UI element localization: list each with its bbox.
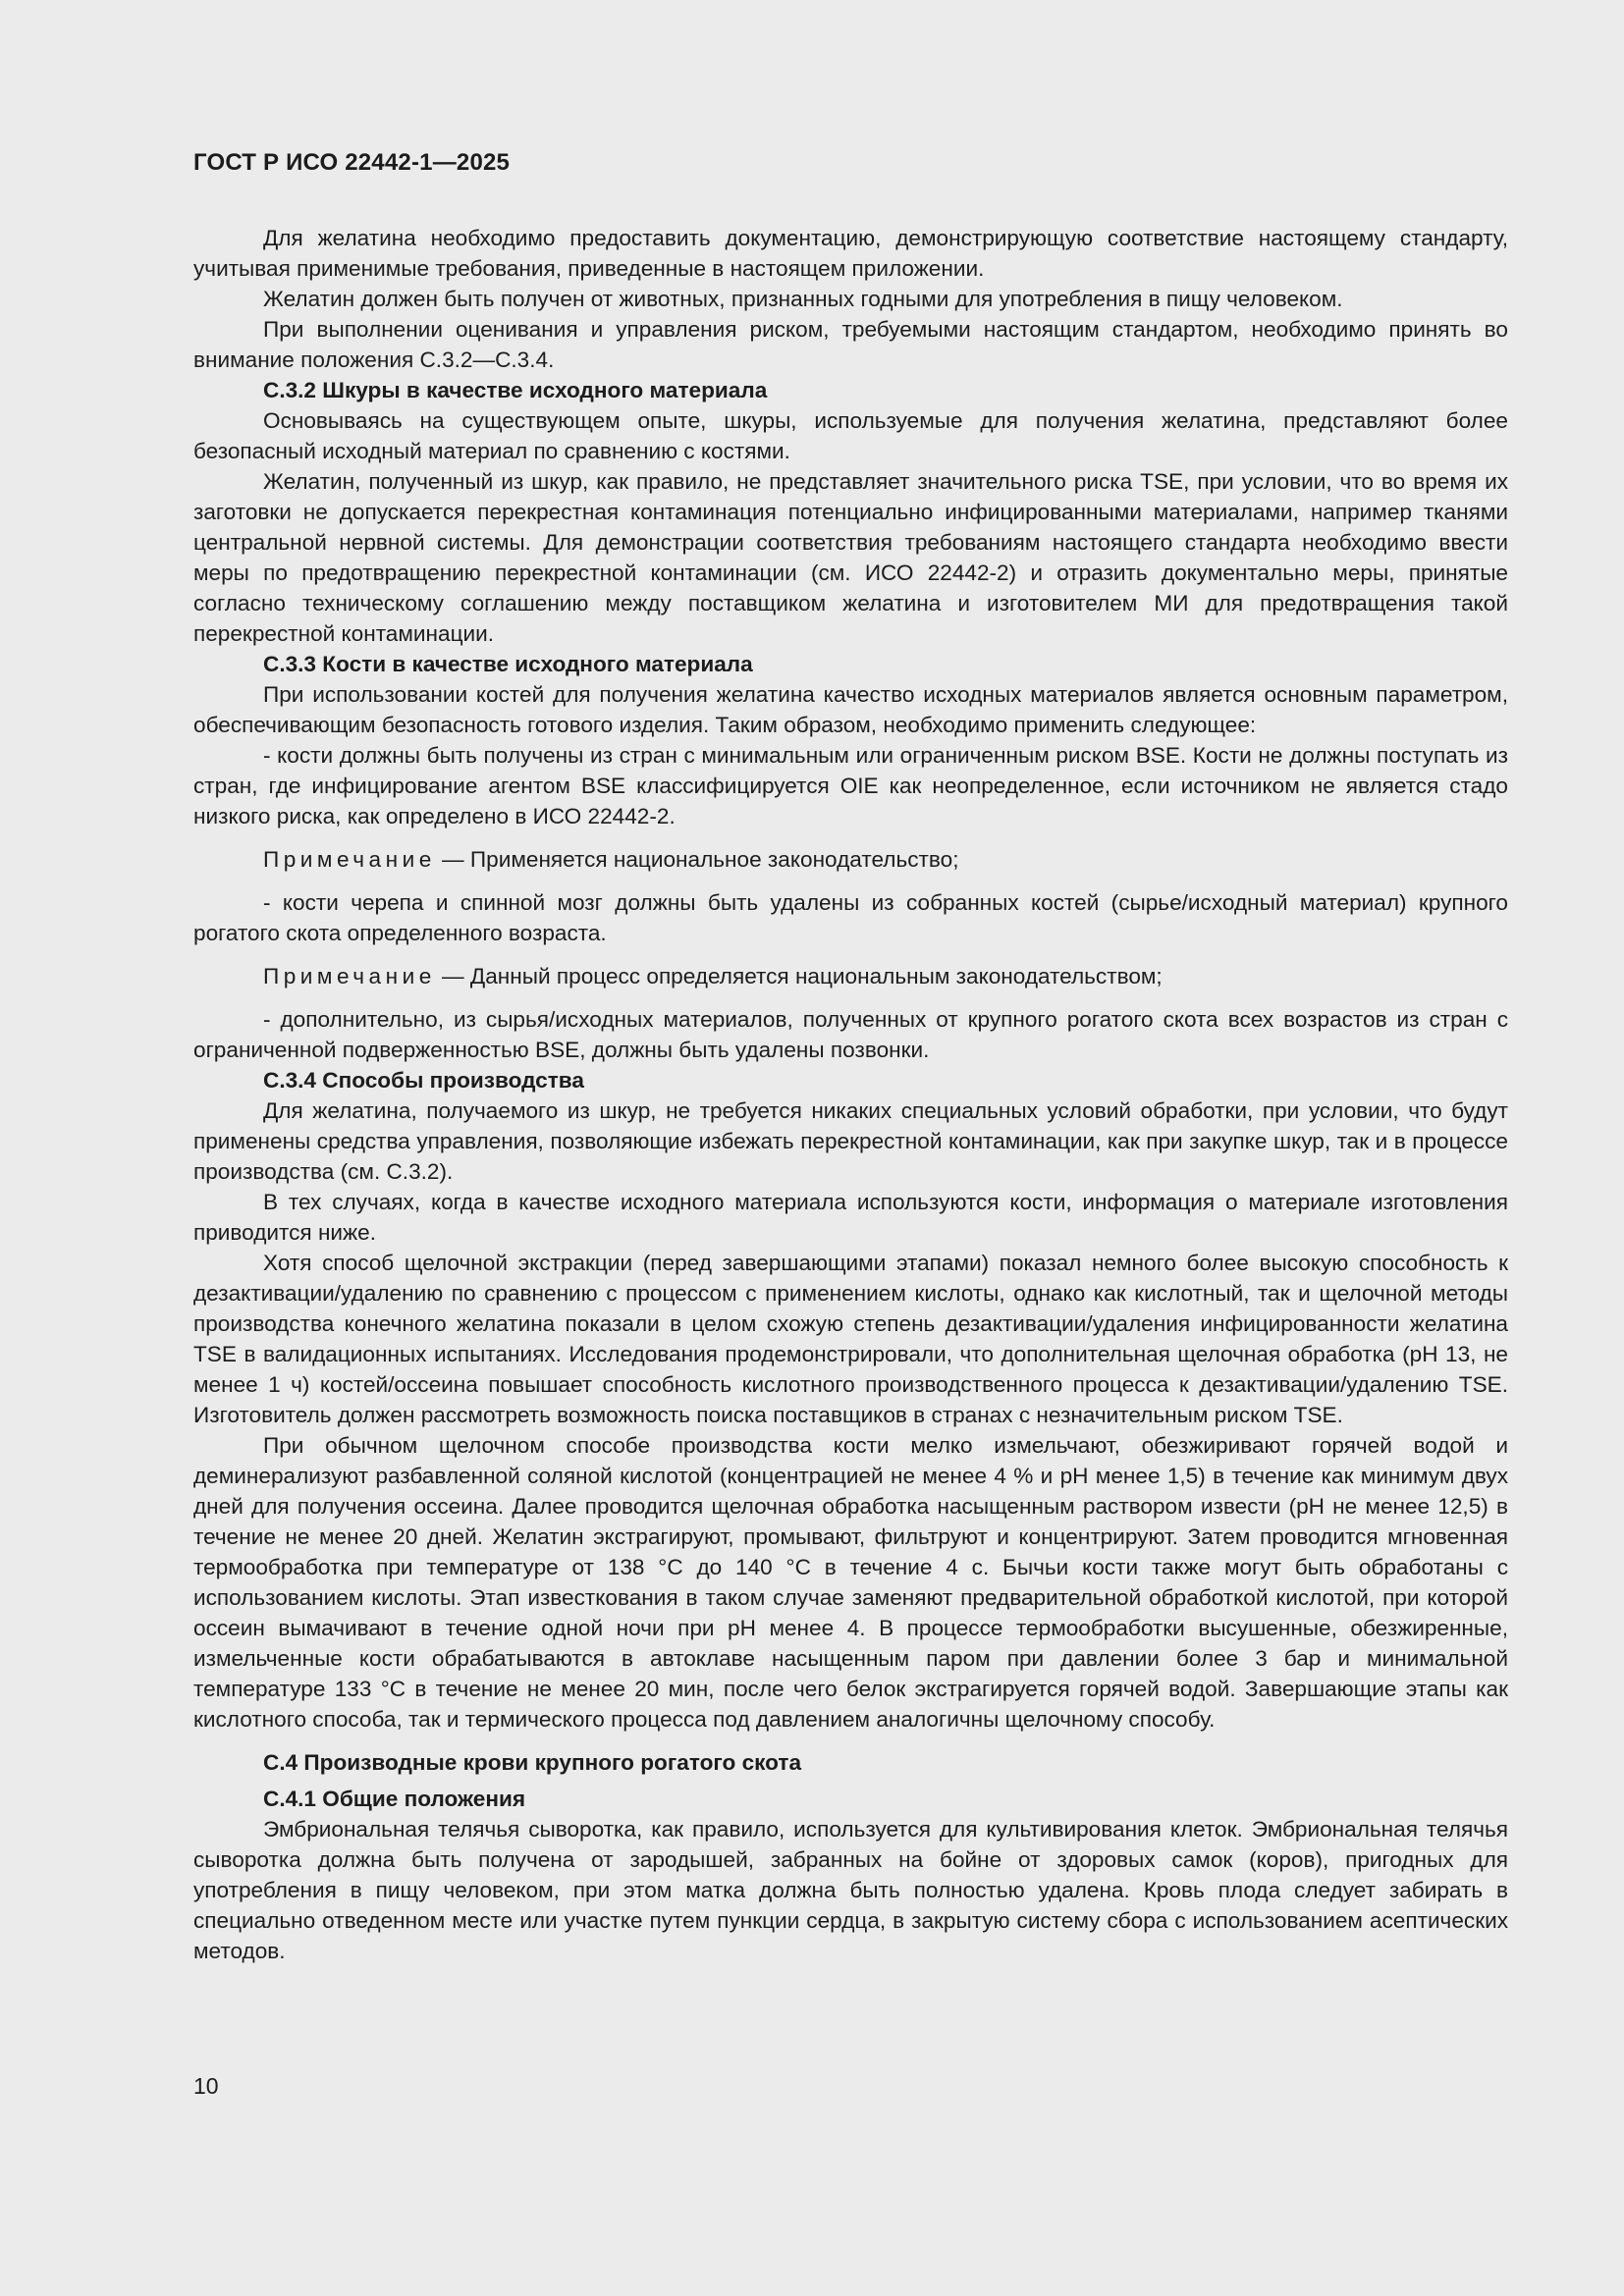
document-body — [193, 223, 1508, 1966]
paragraph: В тех случаях, когда в качестве исходного материала используются кости, информация о материале изготовления приводится ниже. — [193, 1190, 1508, 1245]
section-heading-c32: С.3.2 Шкуры в качестве исходного материала — [263, 378, 768, 402]
paragraph: Желатин должен быть получен от животных, признанных годными для употребления в пищу человеком. — [263, 287, 1343, 311]
paragraph: Желатин, полученный из шкур, как правило, не представляет значительного риска TSE, при условии, что во время их заготовки не допускается перекрестная контаминация потенциально инфицированными материалами, например тканями центральной нервной системы. Для демонстрации соответствия требованиям настоящего стандарта необходимо ввести меры по предотвращению перекрестной контаминации (см. ИСО 22442-2) и отразить документально меры, принятые согласно техническому соглашению между поставщиком желатина и изготовителем МИ для предотвращения такой перекрестной контаминации. — [193, 469, 1508, 646]
note-text: — Данный процесс определяется национальным законодательством; — [435, 964, 1163, 988]
paragraph: Хотя способ щелочной экстракции (перед завершающими этапами) показал немного более высокую способность к дезактивации/удалению по сравнению с процессом с применением кислоты, однако как кислотный, так и щелочной методы производства конечного желатина показали в целом схожую степень дезактивации/удаления инфицированности желатина TSE в валидационных испытаниях. Исследования продемонстрировали, что дополнительная щелочная обработка (pH 13, не менее 1 ч) костей/оссеина повышает способность кислотного производственного процесса к дезактивации/удалению TSE. Изготовитель должен рассмотреть возможность поиска поставщиков в странах с незначительным риском TSE. — [193, 1251, 1508, 1427]
note-label: Примечание — [263, 964, 436, 988]
paragraph: Для желатина, получаемого из шкур, не требуется никаких специальных условий обработки, при условии, что будут применены средства управления, позволяющие избежать перекрестной контаминации, как при закупке шкур, так и в процессе производства (см. С.3.2). — [193, 1098, 1508, 1184]
list-item: - кости должны быть получены из стран с минимальным или ограниченным риском BSE. Кости не должны поступать из стран, где инфицирование агентом BSE классифицируется OIE как неопределенное, если источником не является стадо низкого риска, как определено в ИСО 22442-2. — [193, 743, 1508, 828]
paragraph: Эмбриональная телячья сыворотка, как правило, используется для культивирования клеток. Эмбриональная телячья сыворотка должна быть получена от зародышей, забранных на бойне от здоровых самок (коров), пригодных для употребления в пищу человеком, при этом матка должна быть полностью удалена. Кровь плода следует забирать в специально отведенном месте или участке путем пункции сердца, в закрытую систему сбора с использованием асептических методов. — [193, 1817, 1508, 1963]
section-heading-c33: С.3.3 Кости в качестве исходного материала — [263, 652, 753, 676]
note-label: Примечание — [263, 847, 436, 872]
paragraph: Для желатина необходимо предоставить документацию, демонстрирующую соответствие настоящему стандарту, учитывая применимые требования, приведенные в настоящем приложении. — [193, 226, 1508, 281]
note — [193, 961, 1508, 991]
section-heading-c4: С.4 Производные крови крупного рогатого скота — [263, 1750, 802, 1775]
paragraph: При обычном щелочном способе производства кости мелко измельчают, обезжиривают горячей водой и деминерализуют разбавленной соляной кислотой (концентрацией не менее 4 % и pH менее 1,5) в течение как минимум двух дней для получения оссеина. Далее проводится щелочная обработка насыщенным раствором извести (pH не менее 12,5) в течение не менее 20 дней. Желатин экстрагируют, промывают, фильтруют и концентрируют. Затем проводится мгновенная термообработка при температуре от 138 °С до 140 °С в течение 4 с. Бычьи кости также могут быть обработаны с использованием кислоты. Этап известкования в таком случае заменяют предварительной обработкой кислотой, при которой оссеин вымачивают в течение одной ночи при pH менее 4. В процессе термообработки высушенные, обезжиренные, измельченные кости обрабатываются в автоклаве насыщенным паром при давлении более 3 бар и минимальной температуре 133 °С в течение не менее 20 мин, после чего белок экстрагируется горячей водой. Завершающие этапы как кислотного способа, так и термического процесса под давлением аналогичны щелочному способу. — [193, 1433, 1508, 1732]
note-text: — Применяется национальное законодательство; — [435, 847, 959, 872]
paragraph: При использовании костей для получения желатина качество исходных материалов является основным параметром, обеспечивающим безопасность готового изделия. Таким образом, необходимо применить следующее: — [193, 682, 1508, 737]
section-heading-c41: С.4.1 Общие положения — [263, 1787, 526, 1811]
list-item: - кости черепа и спинной мозг должны быть удалены из собранных костей (сырье/исходный материал) крупного рогатого скота определенного возраста. — [193, 890, 1508, 945]
note — [193, 844, 1508, 875]
paragraph: При выполнении оценивания и управления риском, требуемыми настоящим стандартом, необходимо принять во внимание положения С.3.2—С.3.4. — [193, 317, 1508, 372]
section-heading-c34: С.3.4 Способы производства — [263, 1068, 584, 1093]
paragraph: Основываясь на существующем опыте, шкуры, используемые для получения желатина, представляют более безопасный исходный материал по сравнению с костями. — [193, 408, 1508, 463]
page-number: 10 — [193, 2073, 219, 2099]
document-header: ГОСТ Р ИСО 22442-1—2025 — [193, 149, 511, 176]
list-item: - дополнительно, из сырья/исходных материалов, полученных от крупного рогатого скота всех возрастов из стран с ограниченной подверженностью BSE, должны быть удалены позвонки. — [193, 1007, 1508, 1062]
